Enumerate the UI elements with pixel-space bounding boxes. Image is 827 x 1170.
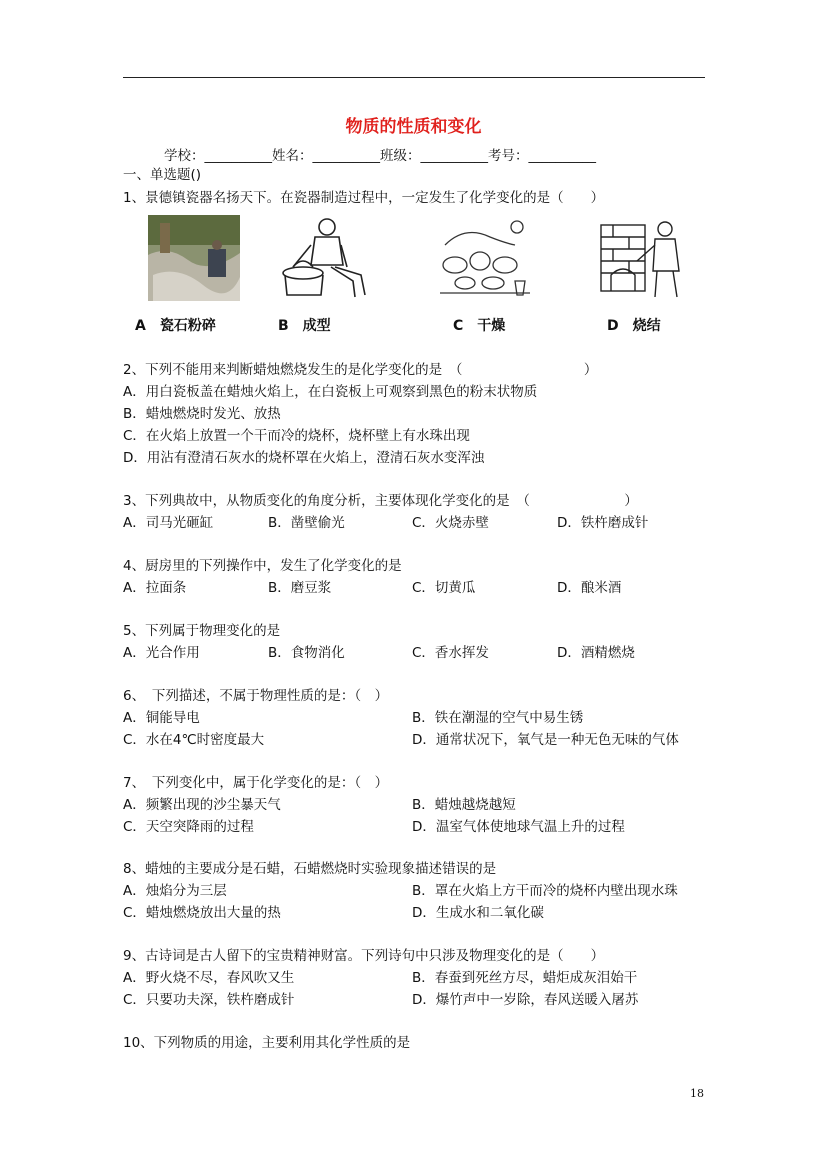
section-heading: 一、单选题() [123,167,202,183]
q7-stem: 7、 下列变化中，属于化学变化的是：（ ） [123,775,389,791]
q5-option-c: C．香水挥发 [412,645,489,661]
q2-stem: 2、下列不能用来判断蜡烛燃烧发生的是化学变化的是 （ ） [123,362,598,378]
q8-option-b: B．罩在火焰上方干而冷的烧杯内壁出现水珠 [412,883,678,899]
q9-stem: 9、古诗词是古人留下的宝贵精神财富。下列诗句中只涉及物理变化的是（ ） [123,948,605,964]
stone-crushing-photo [148,215,240,301]
page-title: 物质的性质和变化 [345,117,482,137]
page-number: 18 [690,1087,704,1100]
q3-option-d: D．铁杵磨成针 [557,515,649,531]
q7-option-d: D．温室气体使地球气温上升的过程 [412,819,625,835]
q1-stem: 1、景德镇瓷器名扬天下。在瓷器制造过程中，一定发生了化学变化的是（ ） [123,190,605,206]
potter-shaping-icon [275,215,375,301]
q4-option-c: C．切黄瓜 [412,580,476,596]
q6-option-d: D．通常状况下，氧气是一种无色无味的气体 [412,732,679,748]
q3-stem: 3、下列典故中，从物质变化的角度分析，主要体现化学变化的是 （ ） [123,493,638,509]
q6-option-c: C．水在4℃时密度最大 [123,732,265,748]
q3-option-c: C．火烧赤壁 [412,515,489,531]
q4-option-d: D．酿米酒 [557,580,622,596]
q2-option-b: B．蜡烛燃烧时发光、放热 [123,406,281,422]
q3-option-a: A．司马光砸缸 [123,515,214,531]
pottery-drying-icon [435,215,535,301]
q6-option-a: A．铜能导电 [123,710,200,726]
q9-option-d: D．爆竹声中一岁除，春风送暖入屠苏 [412,992,639,1008]
q8-stem: 8、蜡烛的主要成分是石蜡，石蜡燃烧时实验现象描述错误的是 [123,861,497,877]
q1-label-d: D 烧结 [607,318,661,334]
q5-stem: 5、下列属于物理变化的是 [123,623,281,639]
q9-option-b: B．春蚕到死丝方尽，蜡炬成灰泪始干 [412,970,638,986]
q9-option-a: A．野火烧不尽，春风吹又生 [123,970,295,986]
q9-option-c: C．只要功夫深，铁杵磨成针 [123,992,295,1008]
header-rule [123,77,705,78]
q1-illustrations [135,215,695,335]
student-info-line: 学校：__________姓名：__________班级：__________考号：__________ [164,148,596,164]
q1-label-c: C 干燥 [453,318,506,334]
q4-option-a: A．拉面条 [123,580,187,596]
q7-option-b: B．蜡烛越烧越短 [412,797,516,813]
q3-option-b: B．凿壁偷光 [268,515,345,531]
q7-option-a: A．频繁出现的沙尘暴天气 [123,797,281,813]
q7-option-c: C．天空突降雨的过程 [123,819,254,835]
q8-option-d: D．生成水和二氧化碳 [412,905,544,921]
q4-stem: 4、厨房里的下列操作中，发生了化学变化的是 [123,558,402,574]
q2-option-d: D．用沾有澄清石灰水的烧杯罩在火焰上，澄清石灰水变浑浊 [123,450,485,466]
q2-option-a: A．用白瓷板盖在蜡烛火焰上，在白瓷板上可观察到黑色的粉末状物质 [123,384,538,400]
q5-option-b: B．食物消化 [268,645,345,661]
q4-option-b: B．磨豆浆 [268,580,332,596]
q8-option-a: A．烛焰分为三层 [123,883,227,899]
kiln-firing-icon [597,215,692,301]
q5-option-a: A．光合作用 [123,645,200,661]
q5-option-d: D．酒精燃烧 [557,645,635,661]
q8-option-c: C．蜡烛燃烧放出大量的热 [123,905,281,921]
q6-option-b: B．铁在潮湿的空气中易生锈 [412,710,584,726]
q1-label-a: A 瓷石粉碎 [135,318,216,334]
q6-stem: 6、 下列描述，不属于物理性质的是：（ ） [123,688,389,704]
q2-option-c: C．在火焰上放置一个干而冷的烧杯，烧杯壁上有水珠出现 [123,428,470,444]
q1-label-b: B 成型 [278,318,331,334]
q10-stem: 10、下列物质的用途，主要利用其化学性质的是 [123,1035,411,1051]
